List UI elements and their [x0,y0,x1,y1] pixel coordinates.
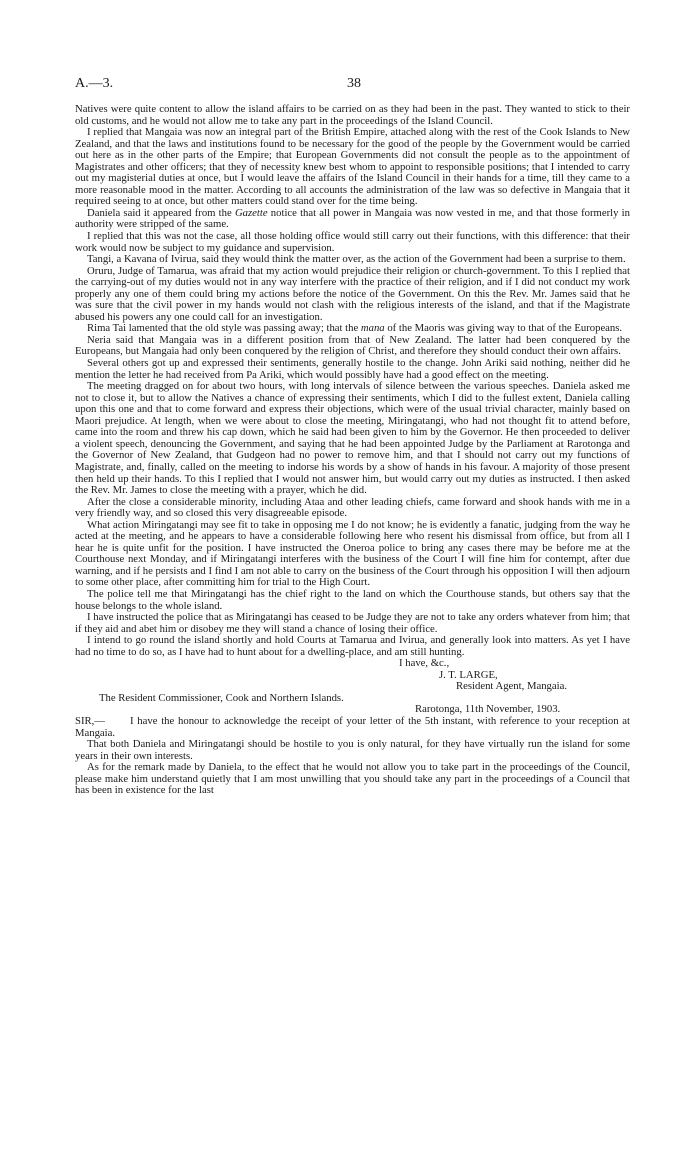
document-reference: A.—3. [75,76,114,91]
text-run: I have the honour to acknowledge the receipt of your letter of the 5th instant, with reference to your reception at Mangaia. [75,714,630,739]
letter-dateline: Rarotonga, 11th November, 1903. [415,703,561,716]
text-run: notice that all power in Mangaia was now vested in me, and that those formerly in authority were stripped of the same. [75,206,630,231]
addressee: The Resident Commissioner, Cook and Northern Islands. [99,691,344,704]
signature-title: Resident Agent, Mangaia. [456,680,568,693]
paragraph: The police tell me that Miringatangi has the chief right to the land on which the Courthouse stands, but others say that the house belongs to the whole island. [75,587,630,612]
text-run: of the Maoris was giving way to that of the Europeans. [384,322,623,335]
paragraph: Neria said that Mangaia was in a different position from that of New Zealand. The latter had been conquered by the Europeans, but Mangaia had only been conquered by the religion of Christ, and therefore they should conduct their own affairs. [75,333,630,358]
paragraph [75,208,630,231]
signature-name: J. T. LARGE, [439,668,498,681]
paragraph: Tangi, a Kavana of Ivirua, said they would think the matter over, as the action of the Government had been a surprise to them. [87,253,626,266]
salutation: SIR,— [75,714,105,727]
paragraph: I intend to go round the island shortly and hold Courts at Tamarua and Ivirua, and generally look into matters. As yet I have had no time to do so, as I have had to hunt about for a dwelling-place, and am still hunting. [75,634,630,658]
paragraph: What action Miringatangi may see fit to take in opposing me I do not know; he is evidently a fanatic, judging from the way he acted at the meeting, and he appears to have a considerable following here who resent his dismissal from office, but from all I hear he is quite unfit for the position. I have instructed the Oneroa police to bring any cases there may be before me at the Courthouse next Monday, and if Miringatangi interferes with the business of the Court I will fine him for contempt, after due warning, and if he persists and I find I am not able to carry on the business of the Court through his opposition I will then adjourn to some other place, after committing him for trial to the High Court. [75,518,630,589]
report-body [75,104,630,797]
italic-word: mana [360,322,385,335]
paragraph: I have instructed the police that as Miringatangi has ceased to be Judge they are not to take any orders whatever from him; that if they aid and abet him or disobey me they will stand a chance of losing their office. [75,611,630,635]
paragraph: I replied that Mangaia was now an integral part of the British Empire, attached along with the rest of the Cook Islands to New Zealand, and that the laws and institutions found to be necessary for the good of the people by the Government would be carried out here as in the other parts of the Empire; that European Governments did not consult the people as to the appointment of Magistrates and other officers; that they of necessity knew best whom to appoint to responsible positions; that I intended to carry out my magisterial duties at once, but I would leave the affairs of the Island Council in their hands for a time, till they came to a more reasonable mood in the matter. According to all accounts the administration of the law was so defective in Mangaia that it required seeing to at once, but other matters could stand over for the time being. [75,126,630,208]
text-run: Daniela said it appeared from the [87,206,235,219]
paragraph: As for the remark made by Daniela, to the effect that he would not allow you to take part in the proceedings of the Council, please make him understand quietly that I am most unwilling that you should take any part in the proceedings of a Council that has been in existence for the last [75,761,630,797]
page-header [75,76,630,96]
page-number: 38 [347,76,361,91]
paragraph: The meeting dragged on for about two hours, with long intervals of silence between the various speeches. Daniela asked me not to close it, but to allow the Natives a chance of expressing their sentiments, which I did to the fullest extent, Daniela calling upon this one and that to come forward and express their objections, which were of the usual trivial character, mainly based on Maori prejudice. At length, when we were about to close the meeting, Miringatangi, who had not thought fit to attend before, came into the room and threw his cap down, which he said had been given to him by the Governor. He then proceeded to deliver a violent speech, denouncing the Government, and saying that he had been appointed Judge by the Parliament at Rarotonga and the Governor of New Zealand, that Gudgeon had no power to remove him, and that I should not carry out my functions of Magistrate, and, finally, called on the meeting to indorse his words by a show of hands in his favour. A majority of those present then held up their hands. To this I replied that I would not answer him, but would carry out my duties as instructed. I then asked the Rev. Mr. James to close the meeting with a prayer, which he did. [75,380,630,497]
closing: I have, &c., [399,657,450,670]
paragraph: Several others got up and expressed their sentiments, generally hostile to the change. John Ariki said nothing, neither did he mention the letter he had received from Pa Ariki, which would possibly have had a good effect on the meeting. [75,357,630,381]
text-run: Rima Tai lamented that the old style was passing away; that the [87,322,361,335]
paragraph: That both Daniela and Miringatangi should be hostile to you is only natural, for they have virtually run the island for some years in their own interests. [75,738,630,762]
paragraph: Oruru, Judge of Tamarua, was afraid that my action would prejudice their religion or church-government. To this I replied that the carrying-out of my duties would not in any way interfere with the practice of their religion, and if I did not conduct my work properly any one of them could bring my actions before the notice of the Government. On this the Rev. Mr. James said that he was sure that the civil power in my hands would not clash with the religious interests of the island, and that if the Magistrate abused his powers any one could call for an investigation. [75,264,630,323]
paragraph: After the close a considerable minority, including Ataa and other leading chiefs, came forward and shook hands with me in a very friendly way, and so closed this very disagreeable episode. [75,495,630,520]
italic-word: Gazette [234,206,268,219]
paragraph: I replied that this was not the case, all those holding office would still carry out their functions, with this difference: that their work would now be subject to my guidance and supervision. [75,230,630,254]
paragraph: Natives were quite content to allow the island affairs to be carried on as they had been in the past. They wanted to stick to their old customs, and he would not allow me to take any part in the proceedings of the Island Council. [75,103,630,127]
letter-opening [75,716,630,739]
